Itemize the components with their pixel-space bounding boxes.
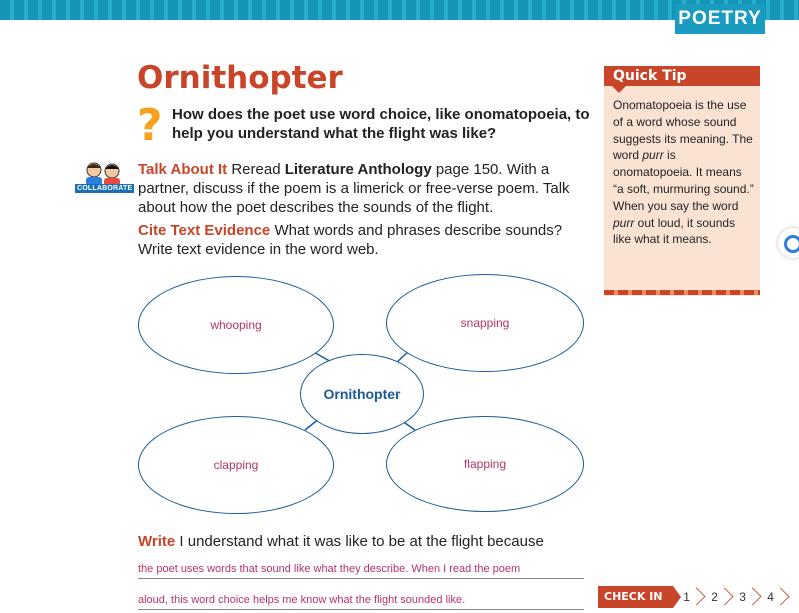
section-tab-poetry: POETRY <box>675 4 765 34</box>
check-in-step-2[interactable]: 2 <box>701 586 729 608</box>
talk-anthology-ref: Literature Anthology <box>284 161 432 178</box>
quick-tip-text-part-1: Onomatopoeia is the use of a word whose sound suggests its meaning. The word <box>613 98 753 163</box>
write-prompt-text: I understand what it was like to be at the flight because <box>175 533 544 550</box>
quick-tip-bottom-stripe <box>604 290 760 295</box>
web-bubble-top-right[interactable]: snapping <box>386 274 584 372</box>
word-web <box>130 268 600 518</box>
web-bubble-bottom-right[interactable]: flapping <box>386 416 584 512</box>
web-bubble-bottom-left[interactable]: clapping <box>138 416 334 514</box>
web-bubble-top-left[interactable]: whooping <box>138 276 334 374</box>
talk-text-after: page 150. With a partner, discuss if the poem is a limerick or free-verse poem. Talk about how the poet describes the sounds of the flight. <box>138 161 570 216</box>
quick-tip-italic-purr-2: purr <box>613 215 635 230</box>
cite-text-evidence-paragraph <box>138 221 578 259</box>
quick-tip-text-part-3: out loud, it sounds like what it means. <box>613 215 736 247</box>
check-in-bar <box>598 586 785 608</box>
check-in-step-1[interactable]: 1 <box>673 586 701 608</box>
quick-tip-italic-purr-1: purr <box>642 148 664 163</box>
quick-tip-text-part-2: is onomatopoeia. It means “a soft, murmuring sound.” When you say the word <box>613 148 754 213</box>
assistant-widget-button[interactable] <box>778 228 799 258</box>
essential-question: How does the poet use word choice, like onomatopoeia, to help you understand what the flight was like? <box>172 106 590 142</box>
collaborate-badge: COLLABORATE <box>77 185 133 192</box>
cite-text-evidence-label: Cite Text Evidence <box>138 222 271 239</box>
widget-ring-icon <box>784 235 799 253</box>
page-title: Ornithopter <box>137 60 343 96</box>
write-prompt <box>138 533 544 550</box>
answer-line-2[interactable]: aloud, this word choice helps me know what the flight sounded like. <box>138 594 584 610</box>
quick-tip-header: Quick Tip <box>604 66 760 86</box>
check-in-label: CHECK IN <box>598 586 673 608</box>
talk-text-before: Reread <box>227 161 285 178</box>
check-in-step-4[interactable]: 4 <box>757 586 785 608</box>
cite-text: What words and phrases describe sounds? Write text evidence in the word web. <box>138 222 563 258</box>
write-label: Write <box>138 533 176 550</box>
quick-tip-text <box>613 97 755 248</box>
talk-about-it-paragraph <box>138 160 578 217</box>
quick-tip-notch <box>612 86 626 93</box>
answer-line-1[interactable]: the poet uses words that sound like what they describe. When I read the poem <box>138 563 584 579</box>
web-center-bubble: Ornithopter <box>300 354 424 434</box>
question-mark-icon: ? <box>137 100 163 151</box>
talk-about-it-label: Talk About It <box>138 161 228 178</box>
check-in-step-3[interactable]: 3 <box>729 586 757 608</box>
